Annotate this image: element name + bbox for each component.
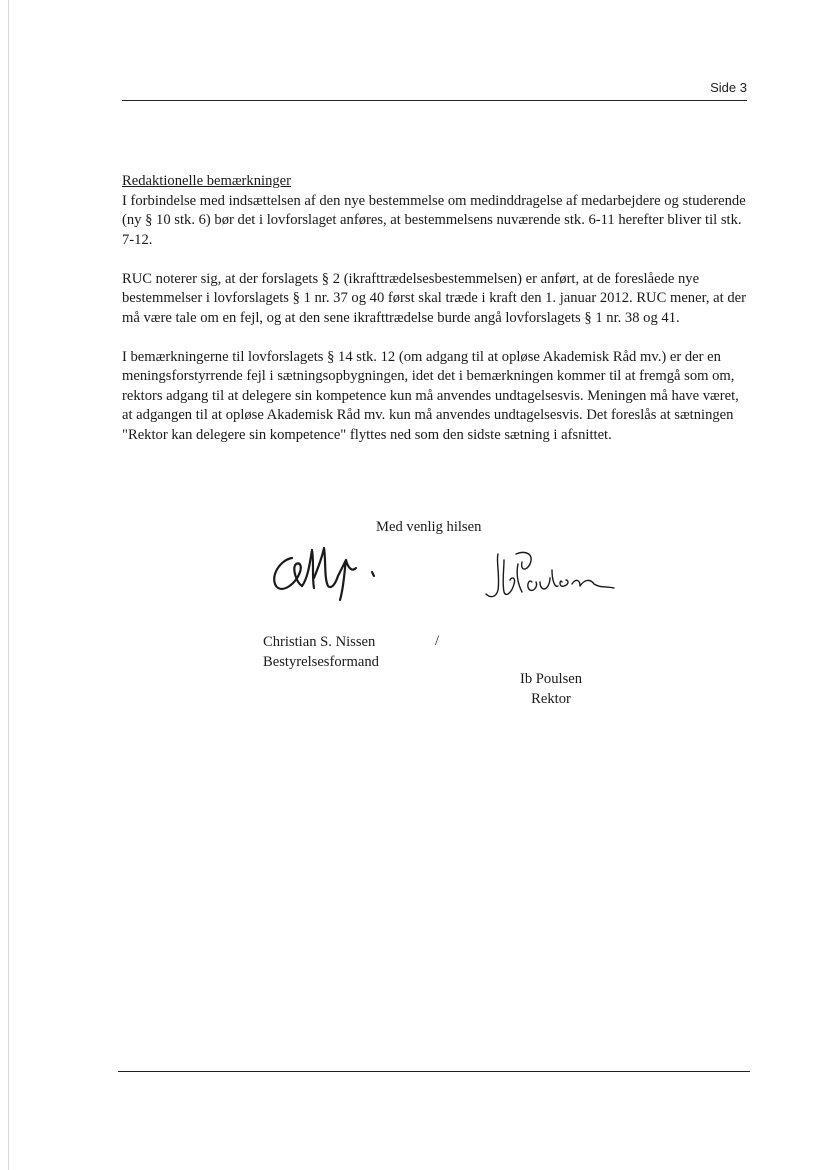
- signatory-rector-name: Ib Poulsen: [520, 671, 583, 687]
- paragraph-1: I forbindelse med indsættelsen af den nye bestemmelse om medinddragelse af medarbejdere og studerende (ny § 10 stk. 6) bør det i lovforslaget anføres, at bestemmelsens nuværende stk. 6-11 herefter bliver til stk. 7-12.: [122, 192, 746, 248]
- signatory-chairman-name: Christian S. Nissen: [263, 634, 376, 650]
- closing-greeting: Med venlig hilsen: [376, 519, 482, 535]
- signatory-rector: [520, 670, 582, 709]
- section-title: Redaktionelle bemærkninger: [122, 173, 291, 189]
- paragraph-3: I bemærkningerne til lovforslagets § 14 stk. 12 (om adgang til at opløse Akademisk Råd mv.) er der en meningsforstyrrende fejl i sætningsopbygningen, idet det i bemærkningen kommer til at fremgå som om, rektors adgang til at delegere sin kompetence kun må anvendes undtagelsesvis. Meningen må have været, at adgangen til at opløse Akademisk Råd mv. kun må anvendes undtagelsesvis. Det foreslås at sætningen "Rektor kan delegere sin kompetence" flyttes ned som den sidste sætning i afsnittet.: [122, 348, 739, 443]
- signature-rector: [482, 548, 627, 603]
- signature-separator: /: [435, 633, 440, 649]
- paragraph-2: RUC noterer sig, at der forslagets § 2 (ikrafttrædelsesbestemmelsen) er anført, at de foreslåede nye bestemmelser i lovforslagets § 1 nr. 37 og 40 først skal træde i kraft den 1. januar 2012. RUC mener, at der må være tale om en fejl, og at den sene ikrafttrædelse burde angå lovforslagets § 1 nr. 38 og 41.: [122, 270, 746, 326]
- signature-chairman: [262, 538, 387, 603]
- page-number-label: Side 3: [710, 80, 747, 95]
- scan-edge: [8, 0, 9, 1170]
- footer-rule: [118, 1071, 750, 1072]
- signatory-chairman: [263, 633, 379, 672]
- header-rule: [122, 100, 747, 101]
- signatory-chairman-title: Bestyrelsesformand: [263, 653, 379, 670]
- letter-body: [122, 172, 750, 465]
- signatory-rector-title: Rektor: [531, 690, 571, 707]
